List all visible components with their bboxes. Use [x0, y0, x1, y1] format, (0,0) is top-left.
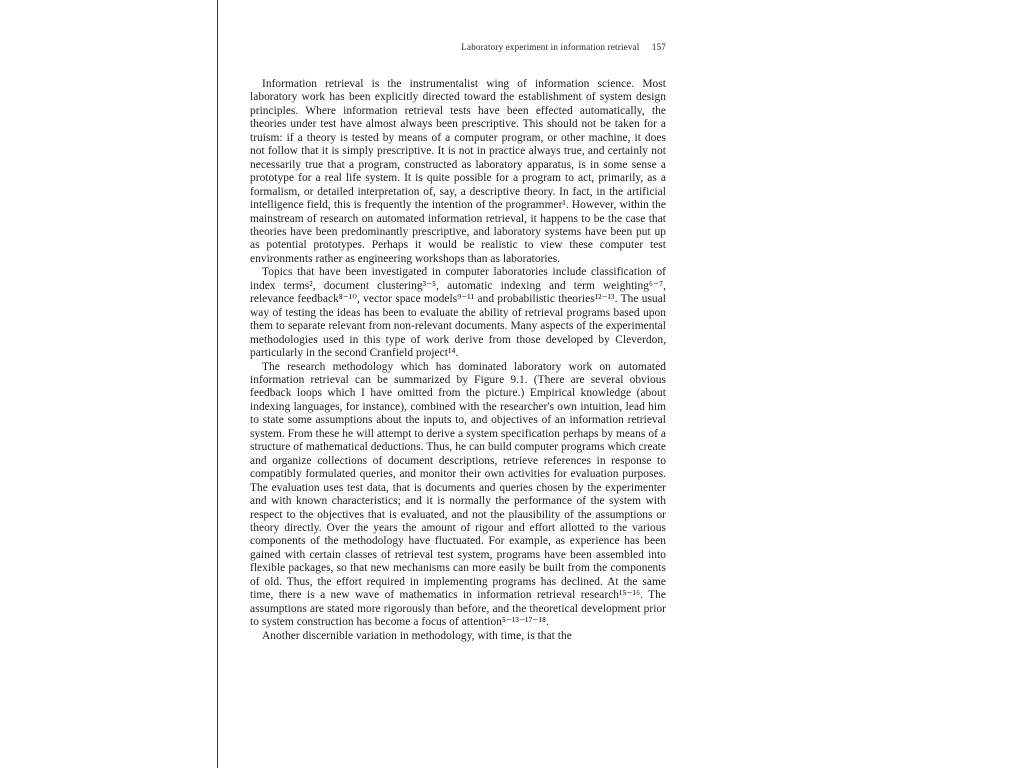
body-text	[250, 78, 666, 643]
paragraph: The research methodology which has dominated laboratory work on automated information retrieval can be summarized by Figure 9.1. (There are several obvious feedback loops which I have omitted from the picture.) Empirical knowledge (about indexing languages, for instance), combined with the researcher's own intuition, lead him to state some assumptions about the inputs to, and objectives of an information retrieval system. From these he will attempt to derive a system specification perhaps by means of a structure of mathematical deductions. Thus, he can build computer programs which create and organize collections of document descriptions, retrieve references in response to compatibly formulated queries, and monitor their own activities for evaluation purposes. The evaluation uses test data, that is documents and queries chosen by the experimenter and with known characteristics; and it is normally the performance of the system with respect to the objectives that is evaluated, and not the plausibility of the assumptions or theory directly. Over the years the amount of rigour and effort allotted to the various components of the methodology have fluctuated. For example, as experience has been gained with certain classes of retrieval test system, programs have been assembled into flexible packages, so that new mechanisms can more easily be built from the components of old. Thus, the effort required in implementing programs has declined. At the same time, there is a new wave of mathematics in information retrieval research¹⁵⁻¹⁶. The assumptions are stated more rigorously than before, and the theoretical development prior to system construction has become a focus of attention⁵⁻¹³⁻¹⁷⁻¹⁸.	[250, 360, 666, 629]
paragraph: Another discernible variation in methodology, with time, is that the	[262, 629, 572, 642]
paragraph: Topics that have been investigated in computer laboratories include classification of index terms², document clustering³⁻⁵, automatic indexing and term weighting⁶⁻⁷, relevance feedback⁸⁻¹⁰, vector space models⁹⁻¹¹ and probabilistic theories¹²⁻¹³. The usual way of testing the ideas has been to evaluate the ability of retrieval programs based upon them to separate relevant from non-relevant documents. Many aspects of the experimental methodologies used in this type of work derive from those developed by Cleverdon, particularly in the second Cranfield project¹⁴.	[250, 266, 666, 360]
page-number: 157	[651, 42, 666, 52]
running-head-title: Laboratory experiment in information retrieval	[461, 42, 640, 52]
document-page	[250, 38, 670, 768]
paragraph: Information retrieval is the instrumentalist wing of information science. Most laboratory work has been explicitly directed toward the establishment of system design principles. Where information retrieval tests have been effected automatically, the theories under test have almost always been prescriptive. This should not be taken for a truism: if a theory is tested by means of a computer program, or other machine, it does not follow that it is simply prescriptive. It is not in practice always true, and certainly not necessarily true that a program, constructed as laboratory apparatus, is in some sense a prototype for a real life system. It is quite possible for a program to act, primarily, as a formalism, or detailed interpretation of, say, a descriptive theory. In fact, in the artificial intelligence field, this is frequently the intention of the programmer¹. However, within the mainstream of research on automated information retrieval, it happens to be the case that theories have been predominantly prescriptive, and laboratory systems have been put up as potential prototypes. Perhaps it would be realistic to view these computer test environments rather as engineering workshops than as laboratories.	[250, 78, 666, 265]
page-gutter-divider	[217, 0, 218, 768]
running-head	[402, 42, 666, 52]
